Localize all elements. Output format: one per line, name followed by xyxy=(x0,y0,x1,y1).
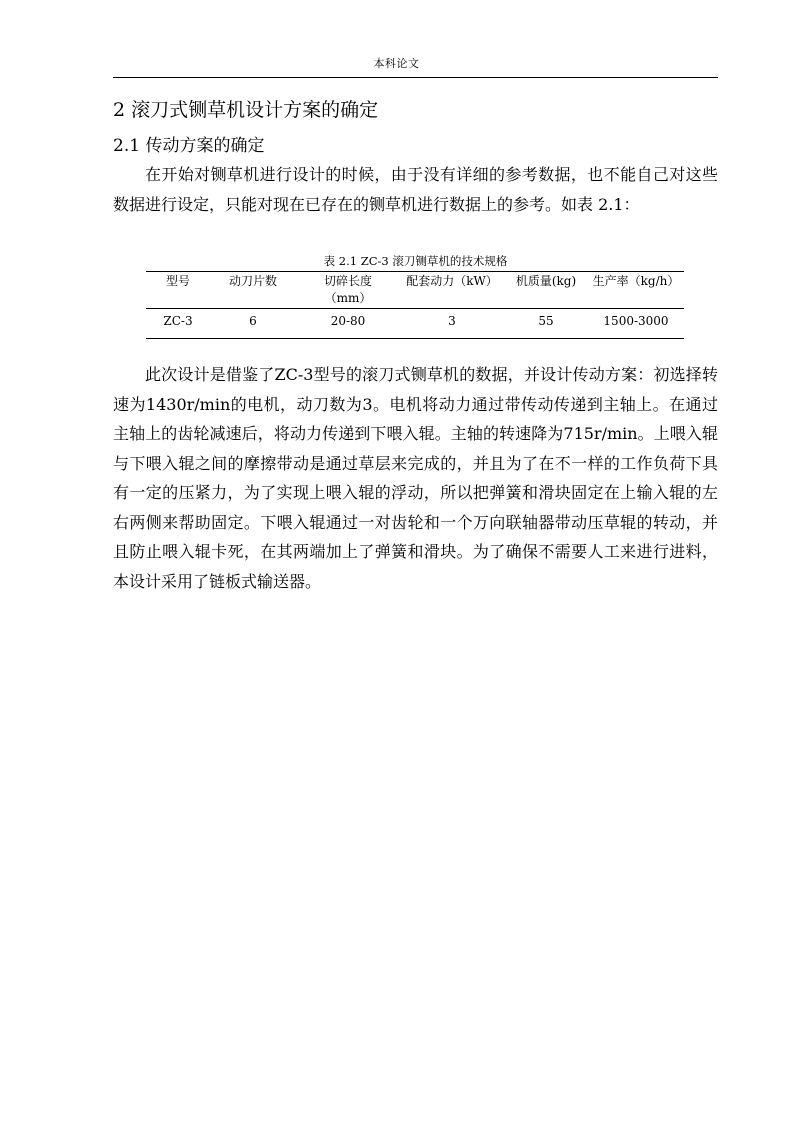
header-productivity: 生产率（kg/h） xyxy=(592,274,680,288)
section-title: 2 滚刀式铡草机设计方案的确定 xyxy=(113,99,379,121)
table-caption: 表 2.1 ZC-3 滚刀铡草机的技术规格 xyxy=(323,254,508,268)
header-cut-length: 切碎长度 （mm） xyxy=(323,274,372,305)
spec-table xyxy=(146,271,684,339)
page-header: 本科论文 xyxy=(373,57,420,70)
header-mass: 机质量(kg) xyxy=(515,274,577,288)
cell-cut-length: 20-80 xyxy=(330,314,366,328)
paragraph-intro: 在开始对铡草机进行设计的时候，由于没有详细的参考数据，也不能自己对这些数据进行设定，只能对现在已存在的铡草机进行数据上的参考。如表 2.1： xyxy=(113,165,718,214)
cell-mass: 55 xyxy=(538,314,554,328)
cell-blade-count: 6 xyxy=(249,314,257,328)
table-header-row xyxy=(146,272,684,309)
header-rule xyxy=(113,77,718,78)
cell-model: ZC-3 xyxy=(163,314,193,328)
cell-productivity: 1500-3000 xyxy=(603,314,669,328)
cell-power: 3 xyxy=(448,314,456,328)
header-power: 配套动力（kW） xyxy=(406,274,498,288)
header-blade-count: 动刀片数 xyxy=(228,274,277,288)
header-model: 型号 xyxy=(165,274,190,288)
subsection-title: 2.1 传动方案的确定 xyxy=(113,136,265,156)
table-row xyxy=(146,309,684,339)
paragraph-design: 此次设计是借鉴了ZC-3型号的滚刀式铡草机的数据，并设计传动方案：初选择转速为1430r/min的电机，动刀数为3。电机将动力通过带传动传递到主轴上。在通过主轴上的齿轮减速后，将动力传递到下喂入辊。主轴的转速降为715r/min。上喂入辊与下喂入辊之间的摩擦带动是通过草层来完成的，并且为了在不一样的工作负荷下具有一定的压紧力，为了实现上喂入辊的浮动，所以把弹簧和滑块固定在上输入辊的左右两侧来帮助固定。下喂入辊通过一对齿轮和一个万向联轴器带动压草辊的转动，并且防止喂入辊卡死，在其两端加上了弹簧和滑块。为了确保不需要人工来进行进料，本设计采用了链板式输送器。 xyxy=(113,365,718,591)
